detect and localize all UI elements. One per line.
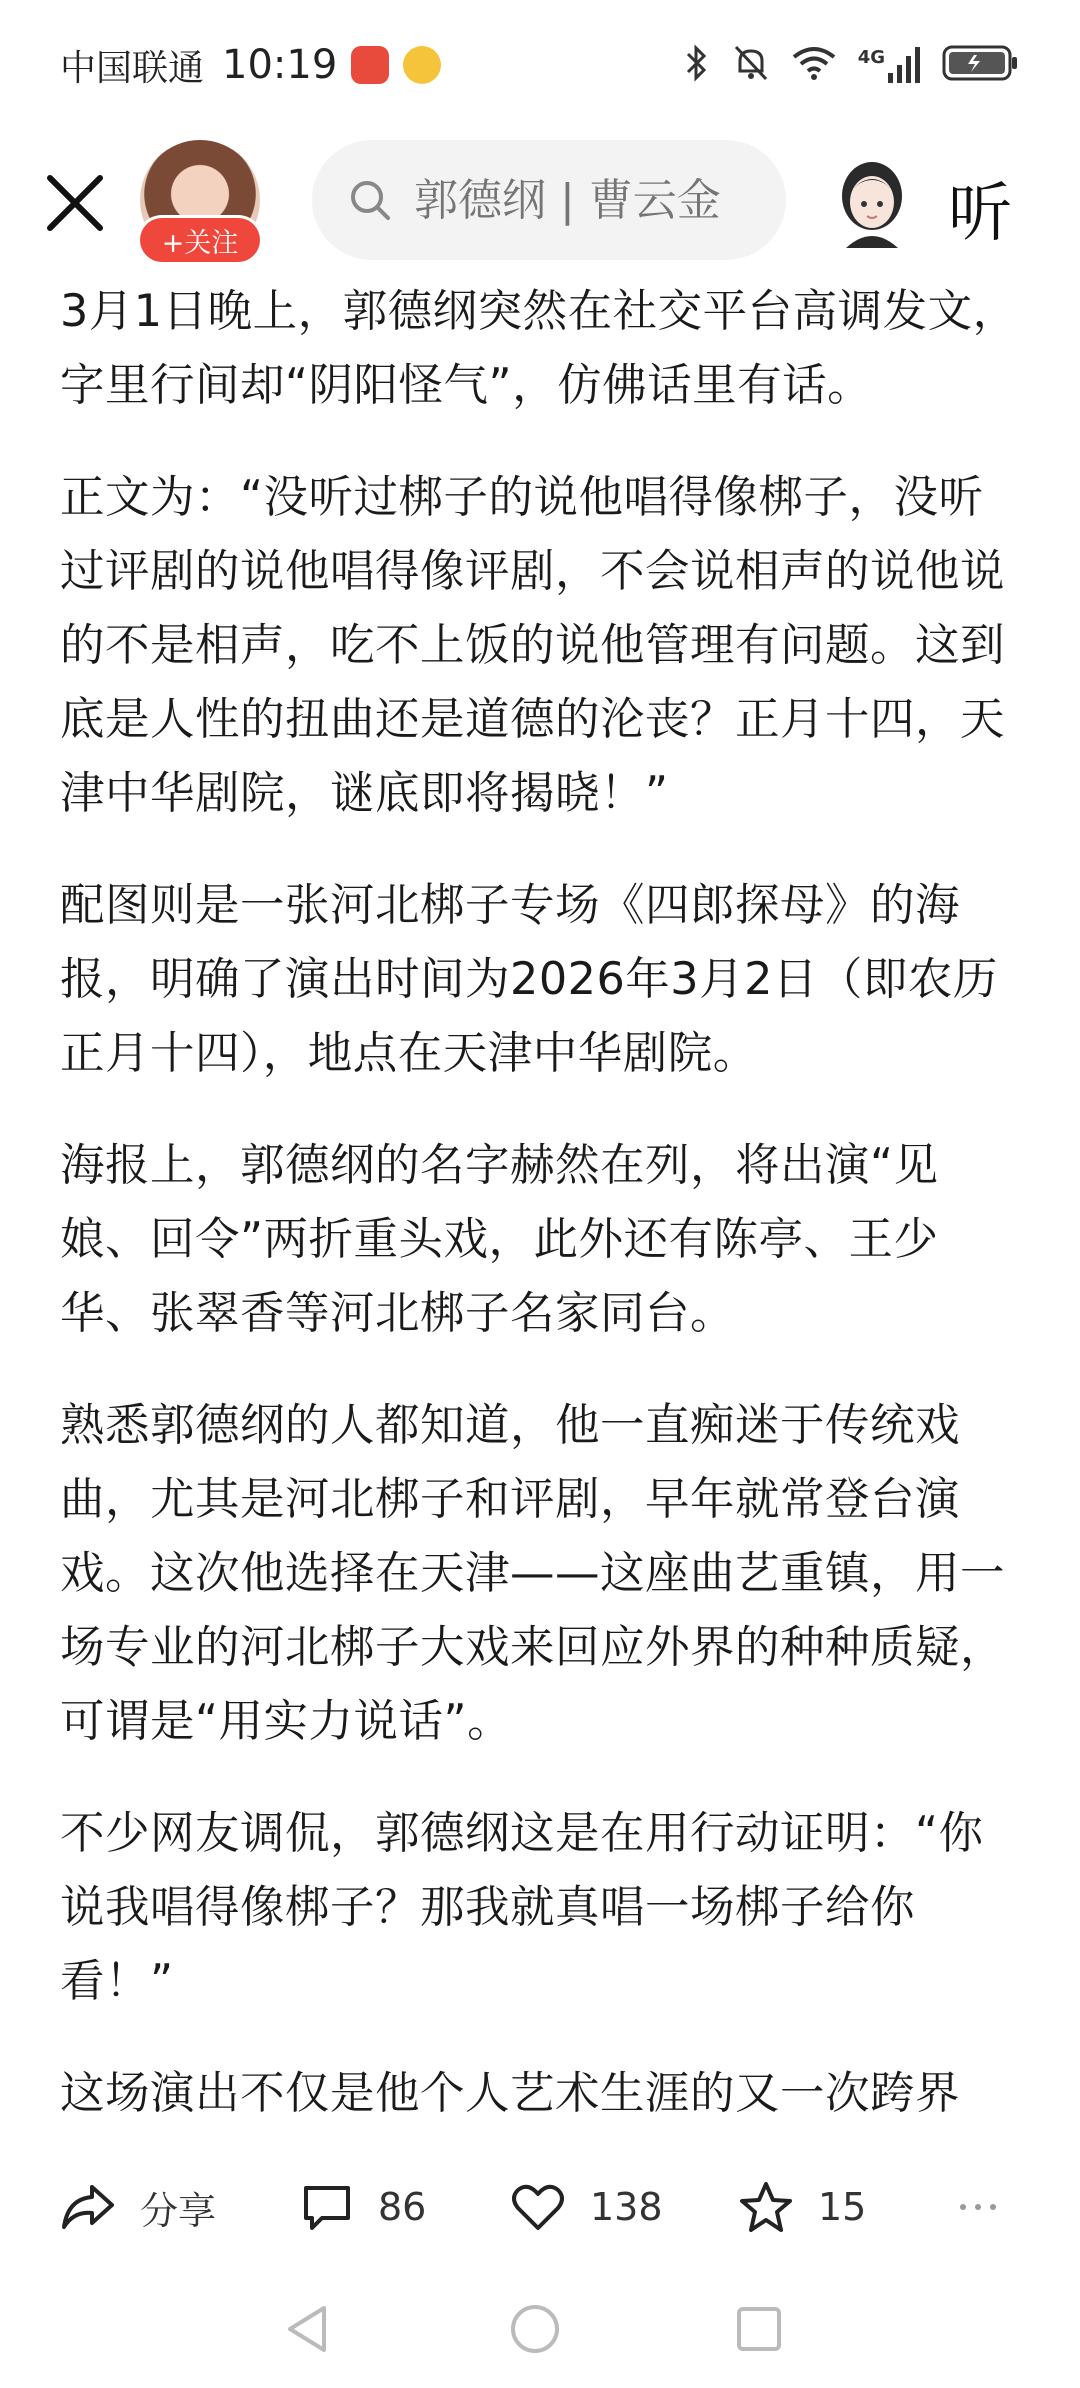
article-paragraph: 配图则是一张河北梆子专场《四郎探母》的海报，明确了演出时间为2026年3月2日（即农历正月十四），地点在天津中华剧院。 <box>60 880 998 1079</box>
comment-count: 86 <box>378 2185 427 2229</box>
assistant-avatar[interactable] <box>832 152 912 248</box>
recents-button[interactable] <box>734 2304 784 2358</box>
article-paragraph: 3月1日晚上，郭德纲突然在社交平台高调发文，字里行间却“阴阳怪气”，仿佛话里有话。 <box>60 286 1018 411</box>
favorite-button[interactable] <box>738 2180 866 2234</box>
carrier-label: 中国联通 <box>60 47 205 89</box>
status-left <box>60 40 441 91</box>
article-body <box>60 275 1020 2119</box>
article-paragraph: 熟悉郭德纲的人都知道，他一直痴迷于传统戏曲，尤其是河北梆子和评剧，早年就常登台演戏。这次他选择在天津——这座曲艺重镇，用一场专业的河北梆子大戏来回应外界的种种质疑，可谓是“用实力说话”。 <box>60 1400 1006 1747</box>
close-icon <box>40 168 110 238</box>
follow-button[interactable]: +关注 <box>140 218 260 262</box>
top-nav <box>0 130 1080 280</box>
listen-button[interactable]: 听 <box>948 177 1012 251</box>
search-input[interactable] <box>412 174 796 227</box>
network-type-label: 4G <box>857 47 885 68</box>
share-icon <box>60 2181 116 2233</box>
home-circle-icon <box>508 2302 562 2356</box>
bluetooth-icon <box>684 43 710 87</box>
favorite-count: 15 <box>818 2185 867 2229</box>
status-right <box>684 43 1020 87</box>
article-paragraph: 海报上，郭德纲的名字赫然在列，将出演“见娘、回令”两折重头戏，此外还有陈亭、王少华、张翠香等河北梆子名家同台。 <box>60 1140 939 1339</box>
author-avatar-group <box>140 140 260 270</box>
weibo-app-icon <box>403 46 441 84</box>
assistant-avatar-icon <box>832 152 912 248</box>
home-button[interactable] <box>508 2302 562 2360</box>
system-nav-bar <box>0 2280 1080 2388</box>
like-button[interactable] <box>510 2182 663 2232</box>
status-bar <box>0 0 1080 130</box>
battery-icon <box>942 43 1020 87</box>
search-icon <box>348 178 392 222</box>
star-icon <box>738 2180 794 2234</box>
heart-icon <box>510 2182 566 2232</box>
back-button[interactable] <box>282 2302 332 2360</box>
more-icon <box>958 2201 998 2213</box>
wifi-icon <box>792 45 836 85</box>
article-paragraph: 这场演出不仅是他个人艺术生涯的又一次跨界 <box>60 2068 961 2119</box>
more-button[interactable] <box>958 2201 998 2213</box>
share-label: 分享 <box>140 2188 217 2233</box>
back-triangle-icon <box>282 2302 332 2356</box>
article-paragraph: 正文为：“没听过梆子的说他唱得像梆子，没听过评剧的说他唱得像评剧，不会说相声的说他说的不是相声，吃不上饭的说他管理有问题。这到底是人性的扭曲还是道德的沦丧？正月十四，天津中华剧院，谜底即将揭晓！” <box>60 472 1006 819</box>
article-paragraph: 不少网友调侃，郭德纲这是在用行动证明：“你说我唱得像梆子？那我就真唱一场梆子给你看！” <box>60 1808 984 2007</box>
recents-square-icon <box>734 2304 784 2354</box>
huawei-app-icon <box>351 46 389 84</box>
comment-button[interactable] <box>300 2182 426 2232</box>
signal-icon <box>858 47 920 83</box>
action-bar <box>0 2152 1080 2262</box>
mute-icon <box>732 43 770 87</box>
comment-icon <box>300 2182 354 2232</box>
close-button[interactable] <box>40 168 110 238</box>
search-bar[interactable] <box>312 140 786 260</box>
clock-time: 10:19 <box>222 42 338 88</box>
like-count: 138 <box>590 2185 663 2229</box>
share-button[interactable] <box>60 2180 216 2235</box>
